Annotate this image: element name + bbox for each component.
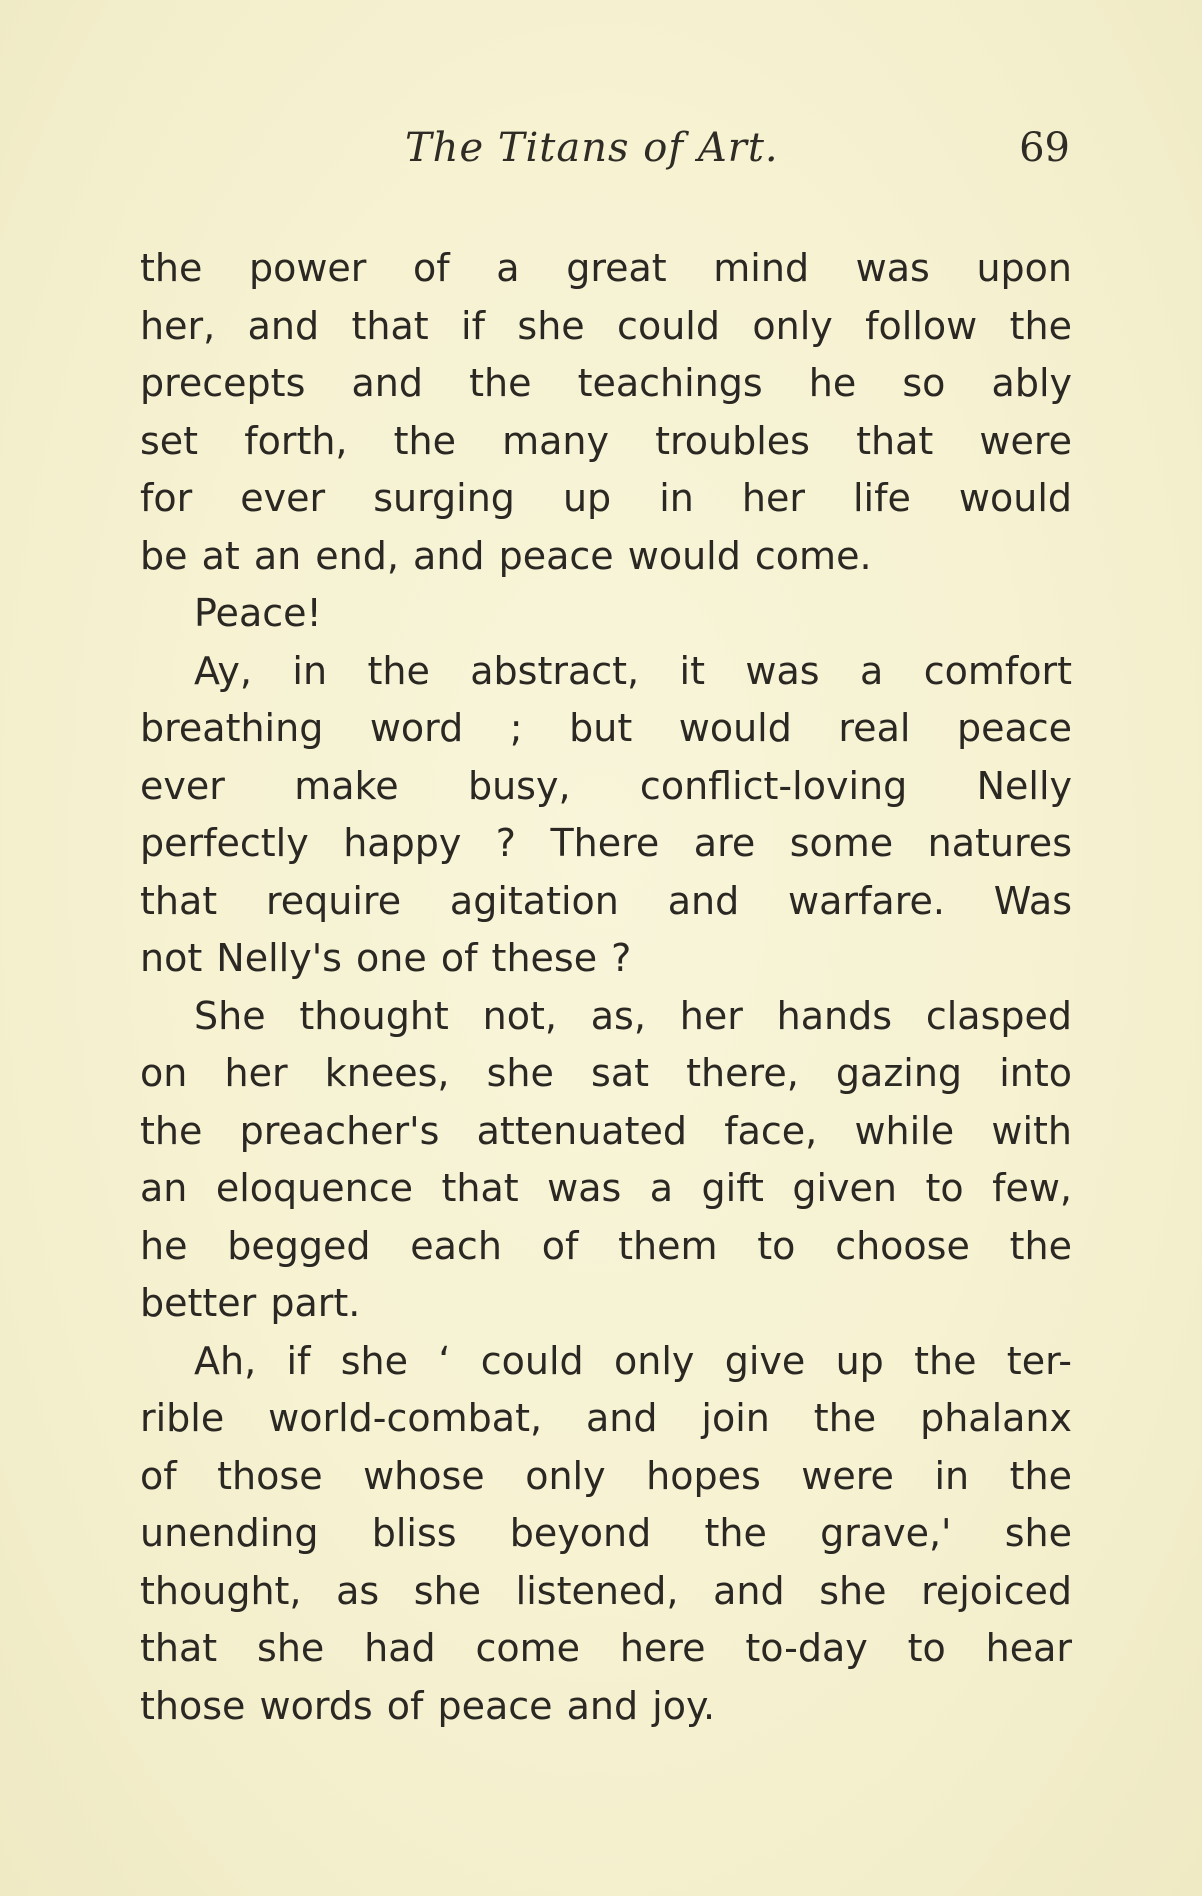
text-line: not Nelly's one of these ?	[140, 936, 632, 980]
text-line: be at an end, and peace would come.	[140, 533, 872, 578]
body-text	[140, 240, 1072, 1735]
text-line: Peace!	[194, 591, 322, 635]
text-line: the preacher's attenuated face, while with	[140, 1108, 1072, 1153]
text-line: for ever surging up in her life would	[140, 476, 1072, 520]
text-line: Ay, in the abstract, it was a comfort	[194, 648, 1072, 693]
page-number: 69	[1019, 125, 1070, 171]
text-line: that she had come here to-day to hear	[140, 1626, 1072, 1670]
text-line: set forth, the many troubles that were	[140, 418, 1072, 463]
text-line: the power of a great mind was upon	[140, 246, 1072, 290]
text-line: her, and that if she could only follow the	[140, 303, 1072, 348]
text-line: unending bliss beyond the grave,' she	[140, 1511, 1072, 1555]
text-line: ever make busy, conflict-loving Nelly	[140, 763, 1072, 808]
running-title: The Titans of Art.	[405, 125, 779, 171]
text-line: that require agitation and warfare. Was	[140, 878, 1072, 923]
text-line: of those whose only hopes were in the	[140, 1453, 1072, 1498]
text-line: better part.	[140, 1281, 361, 1325]
text-line: rible world-combat, and join the phalanx	[140, 1396, 1072, 1440]
text-line: perfectly happy ? There are some natures	[140, 821, 1072, 865]
text-line: an eloquence that was a gift given to few,	[140, 1166, 1072, 1210]
page-header	[140, 125, 1070, 195]
text-line: breathing word ; but would real peace	[140, 706, 1072, 750]
text-line: those words of peace and joy.	[140, 1683, 716, 1728]
text-line: on her knees, she sat there, gazing into	[140, 1051, 1072, 1095]
text-line: Ah, if she ‘ could only give up the ter-	[194, 1338, 1072, 1383]
text-line: he begged each of them to choose the	[140, 1223, 1072, 1268]
text-line: precepts and the teachings he so ably	[140, 361, 1072, 405]
text-line: thought, as she listened, and she rejoiced	[140, 1568, 1072, 1613]
text-line: She thought not, as, her hands clasped	[194, 993, 1072, 1038]
